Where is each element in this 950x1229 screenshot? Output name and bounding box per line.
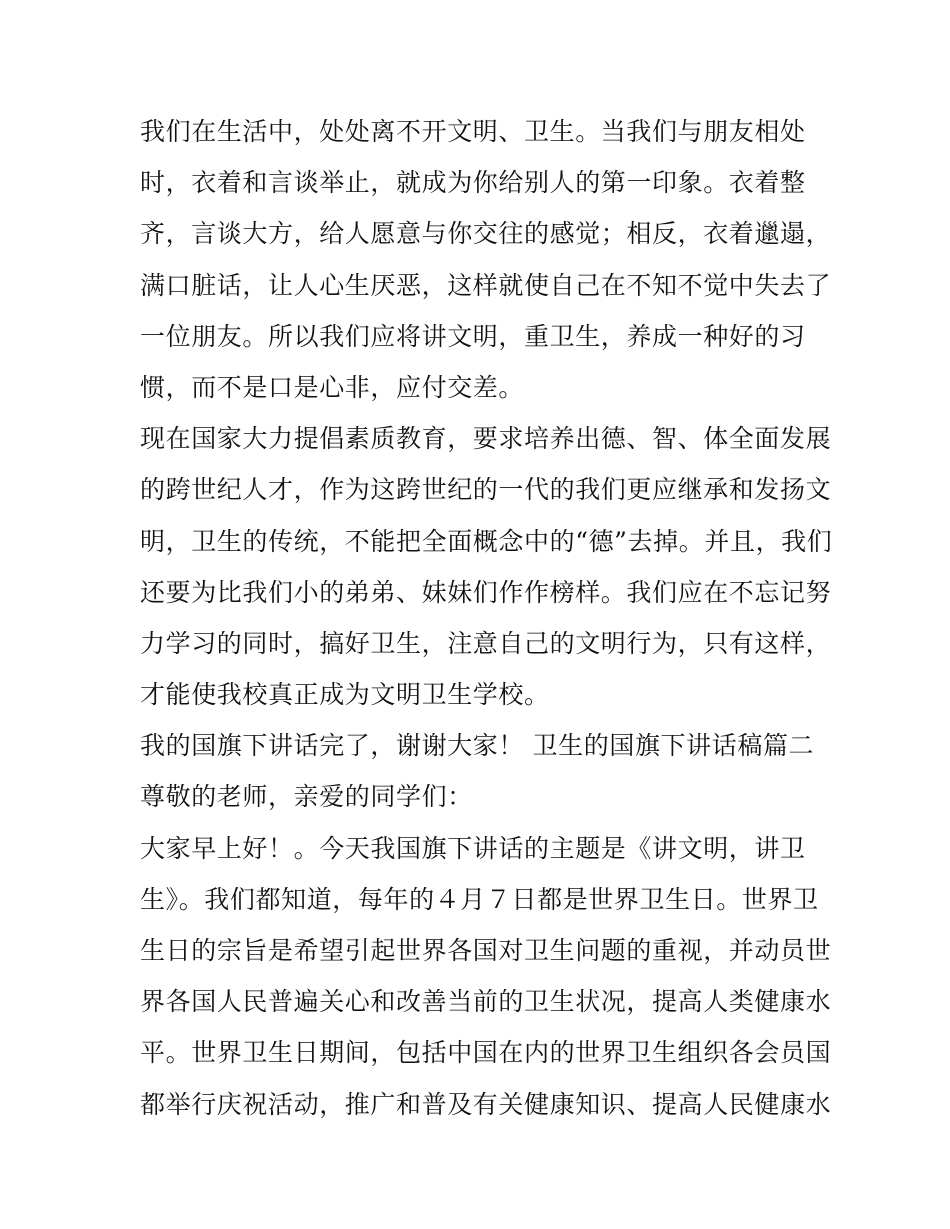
text-line: 尊敬的老师，亲爱的同学们：: [140, 782, 473, 812]
text-line: 都举行庆祝活动，推广和普及有关健康知识、提高人民健康水: [140, 1089, 832, 1119]
text-line: 的跨世纪人才，作为这跨世纪的一代的我们更应继承和发扬文: [140, 475, 832, 505]
text-line: 界各国人民普遍关心和改善当前的卫生状况，提高人类健康水: [140, 987, 832, 1017]
text-line: 现在国家大力提倡素质教育，要求培养出德、智、体全面发展: [140, 424, 832, 454]
body-text: [140, 106, 833, 1130]
text-line: 我们在生活中，处处离不开文明、卫生。当我们与朋友相处: [140, 117, 806, 146]
text-line: 大家早上好！。今天我国旗下讲话的主题是《讲文明，讲卫: [140, 833, 806, 863]
text-line: 我的国旗下讲话完了，谢谢大家！ 卫生的国旗下讲话稿篇二: [140, 731, 815, 761]
text-line: 生日的宗旨是希望引起世界各国对卫生问题的重视，并动员世: [140, 936, 832, 965]
text-line: 明，卫生的传统，不能把全面概念中的“德”去掉。并且，我们: [140, 526, 833, 556]
text-line: 惯，而不是口是心非，应付交差。: [140, 372, 525, 402]
text-line: 还要为比我们小的弟弟、妹妹们作作榜样。我们应在不忘记努: [140, 577, 832, 607]
text-line: 生》。我们都知道，每年的４月７日都是世界卫生日。世界卫: [140, 884, 819, 914]
text-line: 才能使我校真正成为文明卫生学校。: [140, 680, 550, 710]
text-line: 一位朋友。所以我们应将讲文明，重卫生，养成一种好的习: [140, 321, 806, 351]
text-line: 力学习的同时，搞好卫生，注意自己的文明行为，只有这样，: [140, 628, 832, 658]
text-line: 齐，言谈大方，给人愿意与你交往的感觉；相反，衣着邋遢，: [140, 219, 832, 249]
text-line: 时，衣着和言谈举止，就成为你给别人的第一印象。衣着整: [140, 168, 806, 198]
text-line: 满口脏话，让人心生厌恶，这样就使自己在不知不觉中失去了: [140, 270, 832, 300]
text-line: 平。世界卫生日期间，包括中国在内的世界卫生组织各会员国: [140, 1038, 832, 1068]
